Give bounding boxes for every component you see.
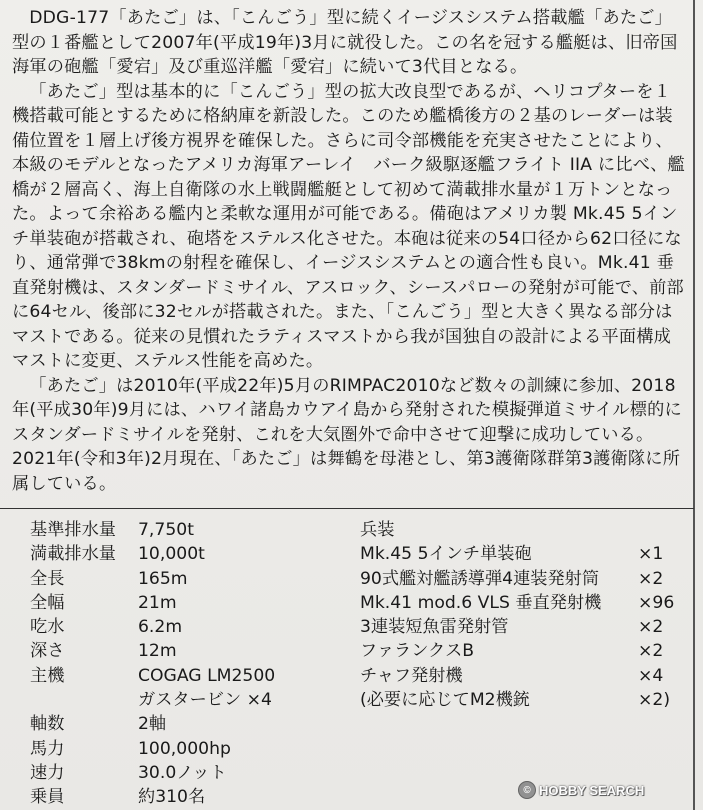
- spec-row: [30, 542, 350, 566]
- spec-label: 馬力: [30, 738, 65, 759]
- spec-row: [30, 737, 350, 761]
- spec-value: ガスタービン ×4: [138, 690, 272, 711]
- spec-value: 21m: [138, 592, 177, 613]
- spec-row: [30, 785, 350, 809]
- armament-name: 3連装短魚雷発射管: [360, 617, 509, 638]
- spec-label: 全長: [30, 568, 65, 589]
- armament-qty: ×2: [638, 617, 664, 638]
- spec-row: [30, 712, 350, 736]
- armament-row: [360, 567, 690, 591]
- armament-name: Mk.41 mod.6 VLS 垂直発射機: [360, 592, 602, 613]
- spec-row: [30, 664, 350, 688]
- spec-value: 10,000t: [138, 544, 205, 565]
- armament-title-row: [360, 518, 690, 542]
- armament-row: [360, 664, 690, 688]
- spec-table: [30, 518, 350, 810]
- armament-name: Mk.45 5インチ単装砲: [360, 544, 532, 565]
- spec-row: [30, 615, 350, 639]
- page-border-right: [693, 0, 695, 810]
- spec-label: 満載排水量: [30, 544, 116, 565]
- armament-title: 兵装: [360, 520, 395, 540]
- watermark-text: HOBBY SEARCH: [539, 782, 645, 798]
- spec-label: 基準排水量: [30, 520, 116, 540]
- spec-value: 約310名: [138, 787, 206, 808]
- armament-row: [360, 542, 690, 566]
- spec-label: 主機: [30, 665, 65, 686]
- spec-row: [30, 591, 350, 615]
- spec-label: 吃水: [30, 617, 65, 638]
- armament-row: [360, 591, 690, 615]
- armament-qty: ×2: [638, 568, 664, 589]
- armament-row: [360, 615, 690, 639]
- spec-label: 乗員: [30, 787, 65, 808]
- description-text: [12, 6, 687, 496]
- spec-value: 100,000hp: [138, 738, 231, 759]
- spec-label: 全幅: [30, 592, 65, 613]
- spec-value: 2軸: [138, 714, 167, 735]
- hobby-search-logo-icon: ©: [518, 781, 536, 799]
- armament-table: [360, 518, 690, 712]
- spec-value: COGAG LM2500: [138, 665, 276, 686]
- armament-name: 90式艦対艦誘導弾4連装発射筒: [360, 568, 600, 589]
- spec-value: 6.2m: [138, 617, 183, 638]
- spec-label: 深さ: [30, 641, 65, 662]
- armament-name: (必要に応じてM2機銃: [360, 690, 530, 711]
- armament-row: [360, 639, 690, 663]
- spec-value: 30.0ノット: [138, 762, 227, 783]
- spec-value: 12m: [138, 641, 177, 662]
- spec-row: [30, 761, 350, 785]
- armament-name: チャフ発射機: [360, 665, 463, 686]
- armament-qty: ×2): [638, 690, 671, 711]
- spec-row: [30, 567, 350, 591]
- paragraph-1: DDG-177「あたご」は、「こんごう」型に続くイージスシステム搭載艦「あたご」型の１番艦として2007年(平成19年)3月に就役した。この名を冠する艦艇は、旧帝国海軍の砲艦「愛宕」及び重巡洋艦「愛宕」に続いて3代目となる。: [12, 8, 678, 77]
- armament-name: ファランクスB: [360, 641, 475, 662]
- spec-value: 165m: [138, 568, 188, 589]
- armament-qty: ×1: [638, 544, 664, 565]
- paragraph-3: 「あたご」は2010年(平成22年)5月のRIMPAC2010など数々の訓練に参加、2018年(平成30年)9月には、ハワイ諸島カウアイ島から発射された模擬弾道ミサイル標的にスタンダードミサイルを発射、これを大気圏外で命中させて迎撃に成功している。2021年(令和3年)2月現在、「あたご」は舞鶴を母港とし、第3護衛隊群第3護衛隊に所属している。: [12, 375, 682, 494]
- spec-value: 7,750t: [138, 520, 194, 540]
- armament-row: [360, 688, 690, 712]
- armament-qty: ×96: [638, 592, 675, 613]
- armament-qty: ×4: [638, 665, 664, 686]
- section-divider: [0, 508, 694, 509]
- spec-row: [30, 688, 350, 712]
- hobby-search-watermark: [518, 780, 644, 800]
- spec-label: 軸数: [30, 714, 65, 735]
- spec-row: [30, 639, 350, 663]
- paragraph-2: 「あたご」型は基本的に「こんごう」型の拡大改良型であるが、ヘリコプターを１機搭載可能とするために格納庫を新設した。このため艦橋後方の２基のレーダーは装備位置を１層上げ後方視界を確保した。さらに司令部機能を充実させたことにより、本級のモデルとなったアメリカ海軍アーレイ バーク級駆逐艦フライト IIA に比べ、艦橋が２層高く、海上自衛隊の水上戦闘艦艇として初めて満載排水量が１万トンとなった。よって余裕ある艦内と柔軟な運用が可能である。備砲はアメリカ製 Mk.45 5インチ単装砲が搭載され、砲塔をステルス化させた。本砲は従来の54口径から62口径になり、通常弾で38kmの射程を確保し、イージスシステムとの適合性も良い。Mk.41 垂直発射機は、スタンダードミサイル、アスロック、シースパローの発射が可能で、前部に64セル、後部に32セルが搭載された。また、「こんごう」型と大きく異なる部分はマストである。従来の見慣れたラティスマストから我が国独自の設計による平面構成マストに変更、ステルス性能を高めた。: [12, 81, 685, 371]
- spec-label: 速力: [30, 762, 65, 783]
- spec-label: [30, 688, 138, 712]
- armament-qty: ×2: [638, 641, 664, 662]
- spec-row: [30, 518, 350, 542]
